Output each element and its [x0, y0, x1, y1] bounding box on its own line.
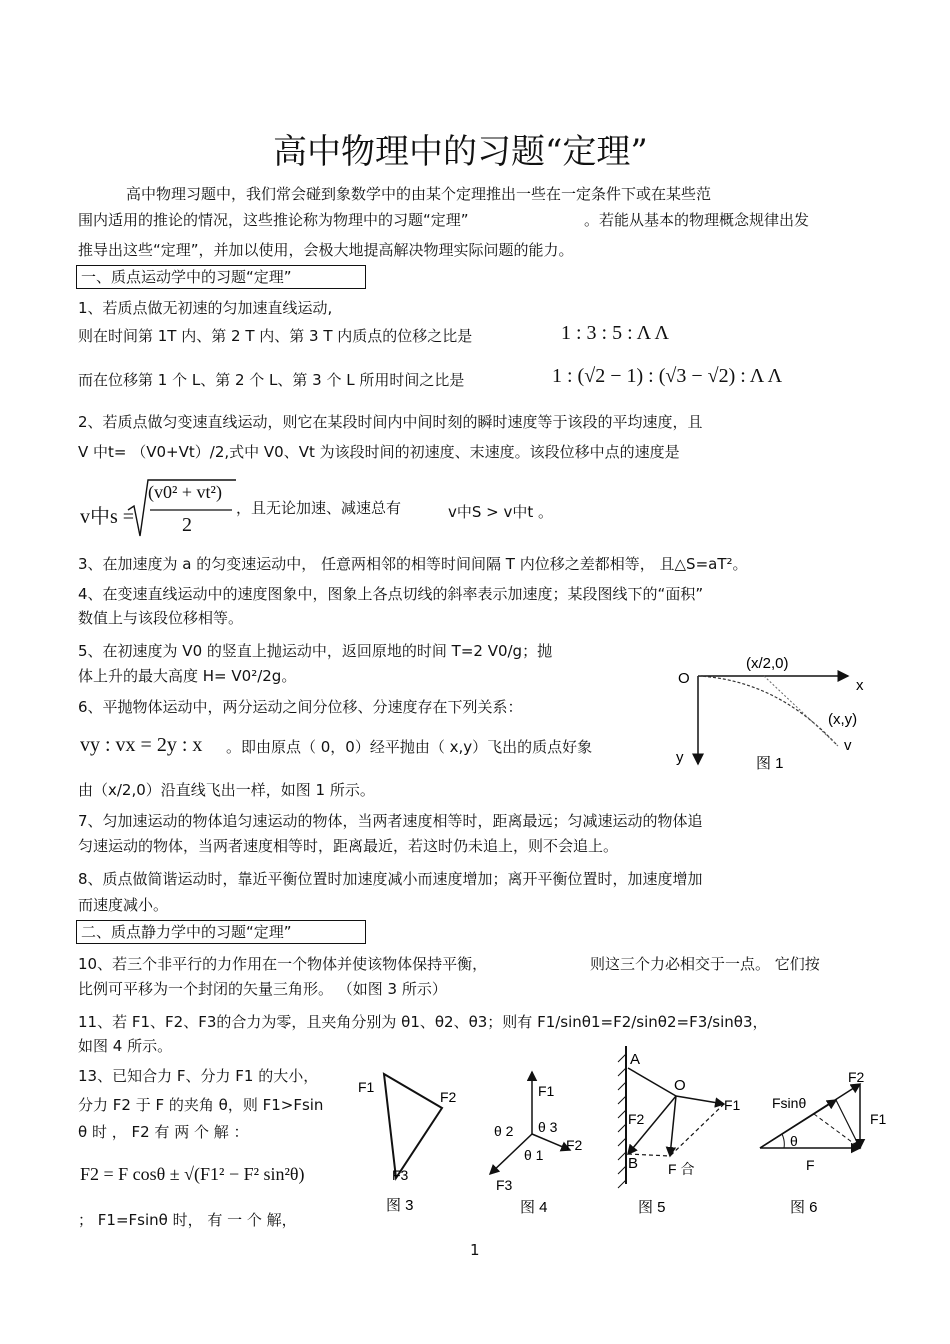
fig1-xy-label: (x,y) [828, 711, 858, 728]
figure-6 [754, 1066, 894, 1218]
item-4b: 数值上与该段位移相等。 [78, 609, 244, 627]
intro-line-1: 高中物理习题中，我们常会碰到象数学中的由某个定理推出一些在一定条件下或在某些范 [126, 185, 712, 203]
item-6c: 由（x/2,0）沿直线飞出一样，如图 1 所示。 [78, 781, 375, 799]
fig1-origin-label: O [678, 670, 690, 687]
item-13d: ； F1=Fsinθ 时， 有 一 个 解， [78, 1211, 297, 1229]
item-5a: 5、在初速度为 V0 的竖直上抛运动中，返回原地的时间 T=2 V0/g；抛 [78, 642, 553, 660]
fig5-f2-label: F2 [628, 1111, 645, 1127]
item-2c-ineq: v中S > v中t 。 [448, 503, 554, 521]
fig5-f1-vector [676, 1096, 724, 1104]
fig3-triangle [384, 1074, 442, 1178]
item-1b: 则在时间第 1T 内、第 2 T 内、第 3 T 内质点的位移之比是 [78, 327, 473, 345]
fig3-f1-label: F1 [358, 1079, 375, 1095]
item-6-ratio: vy : vx = 2y : x [80, 734, 203, 756]
fig6-angle-arc [782, 1134, 784, 1148]
page-title: 高中物理中的习题“定理” [273, 132, 648, 172]
item-2a: 2、若质点做匀变速直线运动，则它在某段时间内中间时刻的瞬时速度等于该段的平均速度，且 [78, 413, 703, 431]
item-2c-rest: ，且无论加速、减速总有 [236, 499, 402, 517]
fig4-f1-label: F1 [538, 1083, 555, 1099]
fig4-caption: 图 4 [520, 1199, 548, 1216]
item-2b: V 中t= （V0+Vt）/2,式中 V0、Vt 为该段时间的初速度、末速度。该段位移中点的速度是 [78, 443, 680, 461]
fig6-f1-alt [836, 1100, 860, 1148]
item-13b: 分力 F2 于 F 的夹角 θ，则 F1>Fsin [78, 1096, 324, 1114]
item-3: 3、在加速度为 a 的匀变速运动中， 任意两相邻的相等时间间隔 T 内位移之差都相等， 且△S=aT²。 [78, 555, 748, 573]
fig1-x-label: x [856, 677, 864, 694]
item-13a: 13、已知合力 F、分力 F1 的大小， [78, 1067, 319, 1085]
fig4-theta1: θ 1 [524, 1147, 544, 1163]
item-8b: 而速度减小。 [78, 896, 169, 914]
fig4-theta3: θ 3 [538, 1119, 558, 1135]
section-heading-2: 二、质点静力学中的习题“定理” [76, 920, 366, 944]
fig6-fsin-label: Fsinθ [772, 1095, 807, 1111]
item-7b: 匀速运动的物体，当两者速度相等时，距离最近，若这时仍未追上，则不会追上。 [78, 837, 619, 855]
fig5-resultant [670, 1096, 676, 1156]
item-1c: 而在位移第 1 个 L、第 2 个 L、第 3 个 L 所用时间之比是 [78, 371, 465, 389]
fig5-dashed-2 [670, 1104, 724, 1156]
page-number: 1 [470, 1241, 480, 1259]
fig5-resultant-label: F 合 [668, 1161, 695, 1177]
fig6-dashed [814, 1114, 860, 1148]
item-1a: 1、若质点做无初速的匀加速直线运动, [78, 299, 333, 317]
fig3-f3-label: F3 [392, 1167, 409, 1183]
fig5-caption: 图 5 [638, 1199, 666, 1216]
intro-line-2b: 。若能从基本的物理概念规律出发 [584, 211, 810, 229]
item-6-rest: 。即由原点（ 0，0）经平抛由（ x,y）飞出的质点好象 [226, 738, 593, 756]
fig6-f2-label: F2 [848, 1069, 865, 1085]
fig5-o-label: O [674, 1077, 686, 1094]
fig3-f2-label: F2 [440, 1089, 457, 1105]
item-8a: 8、质点做简谐运动时，靠近平衡位置时加速度减小而速度增加；离开平衡位置时，加速度增加 [78, 870, 703, 888]
figure-3 [354, 1068, 464, 1218]
fig1-y-label: y [676, 749, 684, 766]
item-4a: 4、在变速直线运动中的速度图象中，图象上各点切线的斜率表示加速度；某段图线下的“面积” [78, 585, 704, 603]
fig1-caption: 图 1 [756, 755, 784, 772]
intro-line-2: 围内适用的推论的情况，这些推论称为物理中的习题“定理” [78, 211, 469, 229]
fig4-theta2: θ 2 [494, 1123, 514, 1139]
item-10a: 10、若三个非平行的力作用在一个物体并使该物体保持平衡， [78, 955, 488, 973]
item-1c-ratio: 1 : (√2 − 1) : (√3 − √2) : Λ Λ [552, 365, 783, 387]
fig5-b-label: B [628, 1155, 639, 1172]
fig5-f1-label: F1 [724, 1097, 741, 1113]
fig1-point-label: (x/2,0) [746, 655, 789, 672]
figure-1 [676, 652, 866, 777]
fig5-rope [628, 1068, 676, 1096]
intro-line-3: 推导出这些“定理”，并加以使用，会极大地提高解决物理实际问题的能力。 [78, 241, 574, 259]
fig5-a-label: A [630, 1051, 641, 1068]
fig4-f3-label: F3 [496, 1177, 513, 1193]
fig6-f-label: F [806, 1157, 815, 1173]
item-1b-ratio: 1 : 3 : 5 : Λ Λ [561, 322, 669, 344]
item-5b: 体上升的最大高度 H= V0²/2g。 [78, 667, 297, 685]
item-10a2: 则这三个力必相交于一点。 它们按 [590, 955, 820, 973]
item-10b: 比例可平移为一个封闭的矢量三角形。 （如图 3 所示） [78, 980, 447, 998]
item-7a: 7、匀加速运动的物体追匀速运动的物体，当两者速度相等时，距离最远；匀减速运动的物体追 [78, 812, 703, 830]
item-13c: θ 时 ， F2 有 两 个 解 ： [78, 1123, 249, 1141]
fig1-v-label: v [844, 737, 852, 754]
item-2c-lhs: v中s = [80, 506, 135, 528]
item-13-formula: F2 = F cosθ ± √(F1² − F² sin²θ) [80, 1164, 305, 1184]
fig4-f2-label: F2 [566, 1137, 583, 1153]
item-2c-denominator: 2 [182, 514, 192, 536]
fig6-f1-label: F1 [870, 1111, 887, 1127]
fig6-theta-label: θ [790, 1133, 798, 1149]
section-heading-1: 一、质点运动学中的习题“定理” [76, 265, 366, 289]
fig3-caption: 图 3 [386, 1197, 414, 1214]
figure-4 [484, 1064, 594, 1220]
fig1-trajectory [698, 676, 836, 744]
item-2c-numerator: (v0² + vt²) [148, 482, 222, 502]
fig6-caption: 图 6 [790, 1199, 818, 1216]
item-6: 6、平抛物体运动中，两分运动之间分位移、分速度存在下列关系： [78, 698, 523, 716]
item-11a: 11、若 F1、F2、F3的合力为零，且夹角分别为 θ1、θ2、θ3；则有 F1/sinθ1=F2/sinθ2=F3/sinθ3， [78, 1013, 768, 1031]
item-11b: 如图 4 所示。 [78, 1037, 173, 1055]
figure-5 [606, 1044, 746, 1218]
